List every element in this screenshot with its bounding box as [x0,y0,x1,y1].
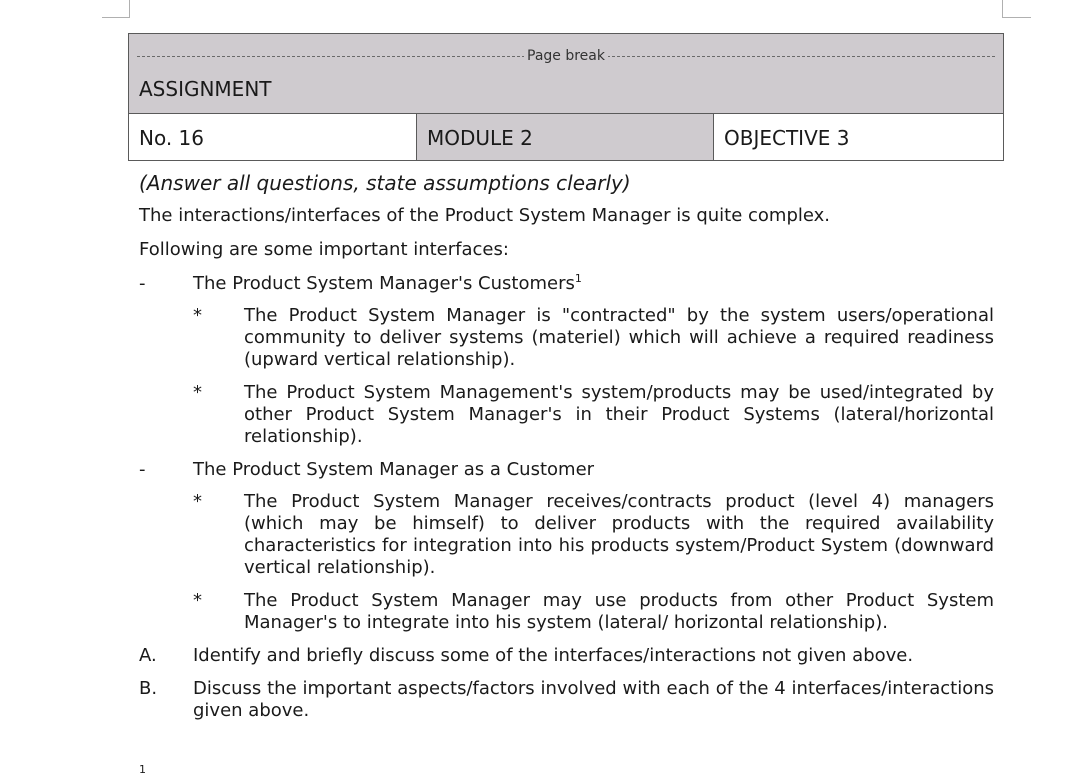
footnote-marker: 1 [139,763,146,776]
footnote-reference: 1 [574,272,582,285]
bullet-marker: * [193,305,202,326]
interface-point [193,305,994,371]
header-top-cell [129,34,1003,114]
crop-mark-top-right [1002,0,1031,18]
instruction-text: (Answer all questions, state assumptions clearly) [139,171,631,195]
interface-heading-text [193,273,582,295]
interface-title: The Product System Manager as a Customer [193,459,595,480]
interface-point-text: The Product System Manager receives/contracts product (level 4) managers (which may be himself) to deliver products with the required availability characteristics for integration into his products system/Product System (downward vertical relationship). [244,491,994,578]
assignment-number: No. 16 [129,114,417,160]
crop-mark-top-left [102,0,130,18]
dash-marker: - [139,459,146,480]
interface-title: The Product System Manager's Customers [193,273,575,294]
bullet-marker: * [193,590,202,611]
interface-point-text: The Product System Management's system/products may be used/integrated by other Product System Manager's in their Product Systems (lateral/horizontal relationship). [244,382,994,447]
interface-heading [139,459,994,481]
question-text: Identify and briefly discuss some of the interfaces/interactions not given above. [193,645,914,666]
assignment-title: ASSIGNMENT [139,77,272,101]
page-break-label: Page break [524,47,608,65]
module-label: MODULE 2 [417,114,714,160]
interface-point [193,382,994,448]
interface-point [193,590,994,634]
intro-paragraph: The interactions/interfaces of the Product System Manager is quite complex. [139,205,831,226]
interface-point [193,491,994,579]
assignment-header-table [128,33,1004,161]
document-body [139,170,994,733]
question-marker: B. [139,678,158,699]
header-info-row [129,114,1003,160]
objective-label: OBJECTIVE 3 [714,114,1003,160]
question-item [139,645,994,667]
intro-paragraph: Following are some important interfaces: [139,239,509,260]
bullet-marker: * [193,491,202,512]
interface-point-text: The Product System Manager is "contracted" by the system users/operational community to deliver systems (materiel) which will achieve a required readiness (upward vertical relationship). [244,305,994,370]
bullet-marker: * [193,382,202,403]
dash-marker: - [139,273,146,294]
interface-point-text: The Product System Manager may use products from other Product System Manager's to integrate into his system (lateral/ horizontal relationship). [244,590,994,633]
question-text: Discuss the important aspects/factors involved with each of the 4 interfaces/interactions given above. [193,678,994,721]
interface-heading [139,273,994,295]
question-marker: A. [139,645,157,666]
question-item [139,678,994,722]
